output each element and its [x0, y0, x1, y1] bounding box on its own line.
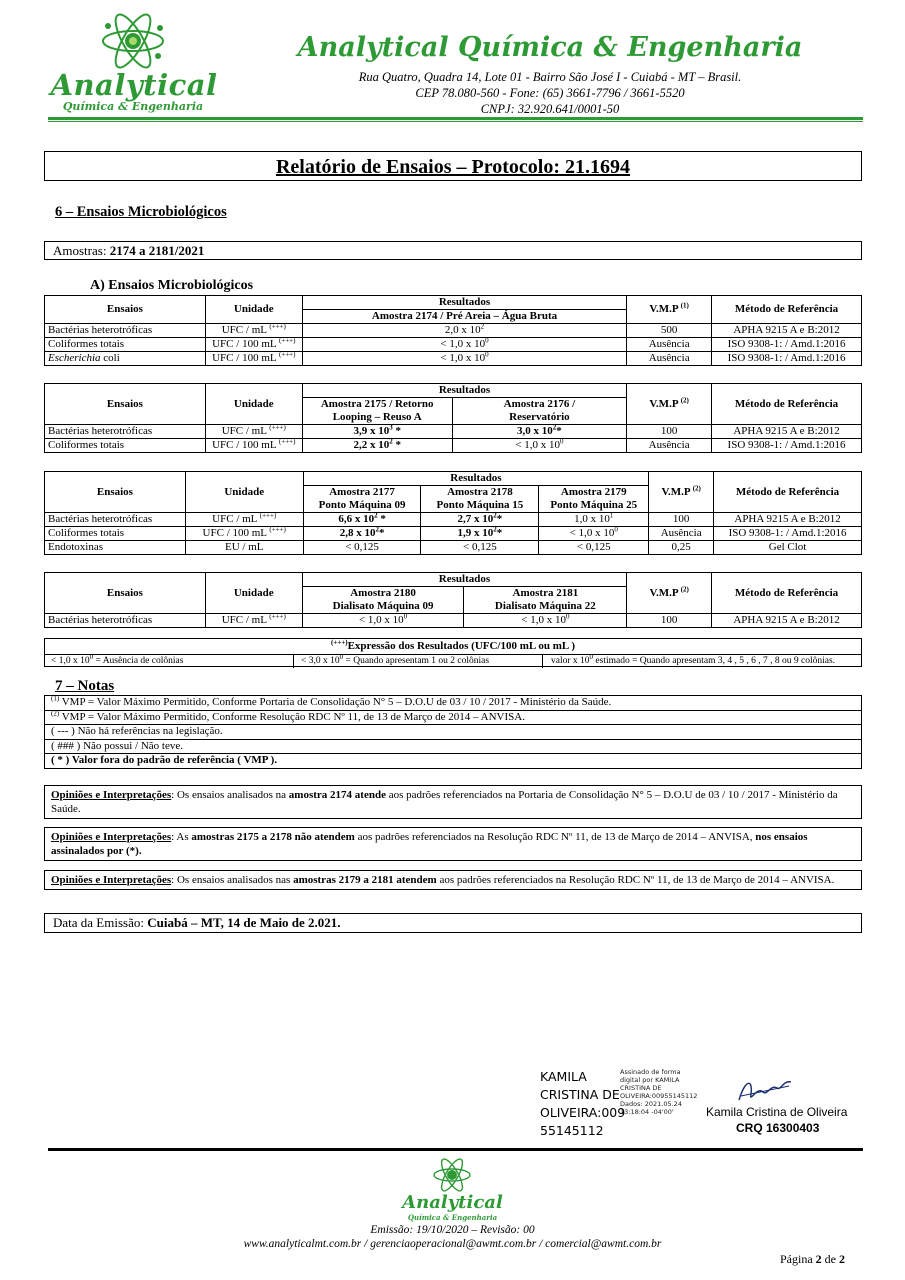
metodo-cell: APHA 9215 A e B:2012 — [714, 513, 862, 527]
footer-logo-subtitle: Química & Engenharia — [407, 1213, 498, 1222]
table-row — [45, 324, 862, 338]
atom-logo-icon — [395, 1155, 510, 1195]
metodo-cell: ISO 9308-1: / Amd.1:2016 — [712, 352, 862, 366]
samples-box — [44, 241, 862, 260]
result-cell: 2,0 x $10^2$ — [302, 324, 626, 338]
vmp-cell: Ausência — [649, 527, 714, 541]
unidade-cell: UFC / 100 mL (+++) — [185, 527, 303, 541]
metodo-cell: ISO 9308-1: / Amd.1:2016 — [712, 439, 862, 453]
ensaio-cell: Bactérias heterotróficas — [45, 324, 206, 338]
ensaio-cell: Bactérias heterotróficas — [45, 513, 186, 527]
logo-word: Analytical — [50, 68, 218, 102]
signatory-block — [706, 1104, 847, 1136]
vmp-cell: Ausência — [627, 352, 712, 366]
ensaio-cell: Bactérias heterotróficas — [45, 425, 206, 439]
ensaio-cell: Coliformes totais — [45, 439, 206, 453]
result-cell: < 1,0 x $10^0$ — [302, 614, 464, 628]
header-ensaios: Ensaios — [45, 472, 186, 513]
header-vmp: V.M.P $^{(2)}$ — [649, 472, 714, 513]
footer-info — [230, 1223, 675, 1251]
section-6-heading: 6 – Ensaios Microbiológicos — [55, 204, 227, 220]
handwritten-signature-icon — [735, 1074, 795, 1108]
unidade-cell: UFC / mL (+++) — [205, 614, 302, 628]
result-cell: 1,0 x $10^1$ — [539, 513, 649, 527]
table-row — [45, 527, 862, 541]
result-cell: < 1,0 x $10^0$ — [539, 527, 649, 541]
results-table-1 — [44, 295, 862, 366]
unidade-cell: UFC / mL (+++) — [185, 513, 303, 527]
footer-emissao: Emissão: 19/10/2020 – Revisão: 00 — [370, 1224, 535, 1236]
table-row — [45, 513, 862, 527]
address-line: Rua Quatro, Quadra 14, Lote 01 - Bairro São José I - Cuiabá - MT – Brasil. — [358, 70, 742, 84]
result-cell: 3,0 x $10^2*$ — [452, 425, 627, 439]
opinion-box-1: Opiniões e Interpretações: Os ensaios analisados na amostra 2174 atende aos padrões referenciados na Portaria de Consolidação N° 5 – D.O.U de 03 / 10 / 2017 - Ministério da Saúde. — [44, 785, 862, 819]
note-line: ( --- ) Não há referências na legislação. — [45, 725, 861, 740]
header-unidade: Unidade — [205, 296, 302, 324]
results-table-4 — [44, 572, 862, 628]
header-unidade: Unidade — [205, 573, 302, 614]
result-cell: 1,9 x $10^2*$ — [421, 527, 539, 541]
unidade-cell: UFC / 100 mL (+++) — [205, 352, 302, 366]
results-expression-box — [44, 638, 862, 667]
vmp-cell: 0,25 — [649, 541, 714, 555]
result-cell: < 0,125 — [303, 541, 421, 555]
unidade-cell: UFC / 100 mL (+++) — [205, 439, 302, 453]
divider — [293, 655, 294, 668]
unidade-cell: UFC / 100 mL (+++) — [205, 338, 302, 352]
expression-row — [45, 654, 861, 668]
metodo-cell: ISO 9308-1: / Amd.1:2016 — [714, 527, 862, 541]
result-cell: < 1,0 x $10^0$ — [302, 352, 626, 366]
result-cell: 2,2 x $10^2$ * — [302, 439, 452, 453]
table-row — [45, 541, 862, 555]
sample-header: Amostra 2181 Dialisato Máquina 22 — [464, 587, 627, 614]
footer-logo — [395, 1155, 510, 1225]
vmp-cell: 100 — [649, 513, 714, 527]
header-unidade: Unidade — [185, 472, 303, 513]
expression-item: valor x $10^0$ estimado = Quando apresentam 3, 4 , 5 , 6 , 7 , 8 ou 9 colônias. — [551, 652, 836, 666]
table-row — [45, 425, 862, 439]
metodo-cell: Gel Clot — [714, 541, 862, 555]
header-ensaios: Ensaios — [45, 384, 206, 425]
ensaio-cell: Coliformes totais — [45, 338, 206, 352]
opinion-box-2: Opiniões e Interpretações: As amostras 2175 a 2178 não atendem aos padrões referenciados na Resolução RDC Nº 11, de 13 de Março de 2014 – ANVISA, nos ensaios assinalados por (*). — [44, 827, 862, 861]
table-row — [45, 338, 862, 352]
samples-value: 2174 a 2181/2021 — [109, 243, 205, 258]
note-line: ( ### ) Não possui / Não teve. — [45, 740, 861, 755]
result-cell: < 0,125 — [539, 541, 649, 555]
results-table-3 — [44, 471, 862, 555]
company-address — [230, 69, 870, 117]
divider — [542, 655, 543, 668]
header-vmp: V.M.P $^{(2)}$ — [627, 384, 712, 425]
header-ensaios: Ensaios — [45, 296, 206, 324]
ensaio-cell: Coliformes totais — [45, 527, 186, 541]
unidade-cell: UFC / mL (+++) — [205, 324, 302, 338]
vmp-cell: 500 — [627, 324, 712, 338]
logo-subtitle: Química & Engenharia — [62, 100, 204, 113]
sample-header: Amostra 2178 Ponto Máquina 15 — [421, 486, 539, 513]
sample-header: Amostra 2179 Ponto Máquina 25 — [539, 486, 649, 513]
result-cell: < 1,0 x $10^0$ — [464, 614, 627, 628]
table-row — [45, 439, 862, 453]
vmp-cell: Ausência — [627, 439, 712, 453]
unidade-cell: EU / mL — [185, 541, 303, 555]
sample-header: Amostra 2177 Ponto Máquina 09 — [303, 486, 421, 513]
header-resultados: Resultados — [302, 384, 626, 398]
header-divider — [48, 117, 863, 120]
header-ensaios: Ensaios — [45, 573, 206, 614]
table-row — [45, 352, 862, 366]
ensaio-cell: Escherichia coli — [45, 352, 206, 366]
company-name: Analytical Química & Engenharia — [297, 32, 803, 63]
signatory-name: Kamila Cristina de Oliveira — [706, 1105, 848, 1119]
note-line: $^{(1)}$ VMP = Valor Máximo Permitido, Conforme Portaria de Consolidação N° 5 – D.O.U de 03 / 10 / 2017 - Ministério da Saúde. — [45, 696, 861, 711]
company-logo — [48, 8, 218, 118]
samples-label: Amostras: — [53, 243, 107, 258]
header-resultados: Resultados — [302, 573, 627, 587]
result-cell: 2,8 x $10^2*$ — [303, 527, 421, 541]
footer-divider — [48, 1148, 863, 1151]
sample-header: Amostra 2174 / Pré Areia – Água Bruta — [302, 310, 626, 324]
expression-item: < 3,0 x $10^0$ = Quando apresentam 1 ou 2 colônias — [301, 652, 490, 666]
ensaio-cell: Endotoxinas — [45, 541, 186, 555]
signatory-crq: CRQ 16300403 — [736, 1121, 820, 1135]
section-7-heading: 7 – Notas — [55, 678, 115, 694]
vmp-cell: 100 — [627, 614, 712, 628]
report-title-box — [44, 151, 862, 181]
expression-title: (+++)Expressão dos Resultados (UFC/100 mL ou mL ) — [330, 638, 576, 652]
sample-header: Amostra 2180 Dialisato Máquina 09 — [302, 587, 464, 614]
sample-header: Amostra 2176 / Reservatório — [452, 398, 627, 425]
header-metodo: Método de Referência — [712, 296, 862, 324]
footer-logo-word: Analytical — [402, 1192, 503, 1213]
header-unidade: Unidade — [205, 384, 302, 425]
result-cell: 2,7 x $10^2*$ — [421, 513, 539, 527]
footer-links: www.analyticalmt.com.br / gerenciaoperacional@awmt.com.br / comercial@awmt.com.br — [243, 1238, 662, 1250]
header-vmp: V.M.P $^{(2)}$ — [627, 573, 712, 614]
header-metodo: Método de Referência — [712, 573, 862, 614]
header-divider-thin — [48, 121, 863, 122]
note-line: ( * ) Valor fora do padrão de referência ( VMP ). — [51, 754, 278, 766]
sample-header: Amostra 2175 / Retorno Looping – Reuso A — [302, 398, 452, 425]
header-metodo: Método de Referência — [714, 472, 862, 513]
ensaio-cell: Bactérias heterotróficas — [45, 614, 206, 628]
metodo-cell: APHA 9215 A e B:2012 — [712, 324, 862, 338]
notes-box — [44, 695, 862, 769]
metodo-cell: APHA 9215 A e B:2012 — [712, 425, 862, 439]
page-number: Página 2 de 2 — [780, 1252, 845, 1266]
expression-item: < 1,0 x $10^0$ = Ausência de colônias — [51, 652, 184, 666]
subsection-heading: A) Ensaios Microbiológicos — [90, 278, 254, 293]
results-table-2 — [44, 383, 862, 453]
header-metodo: Método de Referência — [712, 384, 862, 425]
metodo-cell: APHA 9215 A e B:2012 — [712, 614, 862, 628]
note-line: $^{(2)}$ VMP = Valor Máximo Permitido, Conforme Resolução RDC Nº 11, de 13 de Março de 2014 – ANVISA. — [45, 711, 861, 726]
header-vmp: V.M.P $^{(1)}$ — [627, 296, 712, 324]
result-cell: 6,6 x $10^2$ * — [303, 513, 421, 527]
vmp-cell: Ausência — [627, 338, 712, 352]
table-row — [45, 614, 862, 628]
header-resultados: Resultados — [303, 472, 649, 486]
unidade-cell: UFC / mL (+++) — [205, 425, 302, 439]
header-resultados: Resultados — [302, 296, 626, 310]
address-line: CNPJ: 32.920.641/0001-50 — [480, 102, 620, 116]
emission-date-box: Data da Emissão: Cuiabá – MT, 14 de Maio de 2.021. — [44, 913, 862, 933]
digital-signature-name: KAMILA CRISTINA DE OLIVEIRA:009 55145112 — [540, 1069, 626, 1138]
opinion-box-3: Opiniões e Interpretações: Os ensaios analisados nas amostras 2179 a 2181 atendem aos padrões referenciados na Resolução RDC Nº 11, de 13 de Março de 2014 – ANVISA. — [44, 870, 862, 890]
report-title: Relatório de Ensaios – Protocolo: 21.1694 — [275, 156, 631, 178]
digital-signature-details: Assinado de forma digital por KAMILA CRISTINA DE OLIVEIRA:00955145112 Dados: 2021.05.24 13:18:04 -04'00' — [620, 1068, 698, 1116]
vmp-cell: 100 — [627, 425, 712, 439]
result-cell: < 1,0 x $10^0$ — [302, 338, 626, 352]
address-line: CEP 78.080-560 - Fone: (65) 3661-7796 / 3661-5520 — [415, 86, 685, 100]
result-cell: < 1,0 x $10^0$ — [452, 439, 627, 453]
result-cell: < 0,125 — [421, 541, 539, 555]
metodo-cell: ISO 9308-1: / Amd.1:2016 — [712, 338, 862, 352]
result-cell: 3,9 x $10^3$ * — [302, 425, 452, 439]
